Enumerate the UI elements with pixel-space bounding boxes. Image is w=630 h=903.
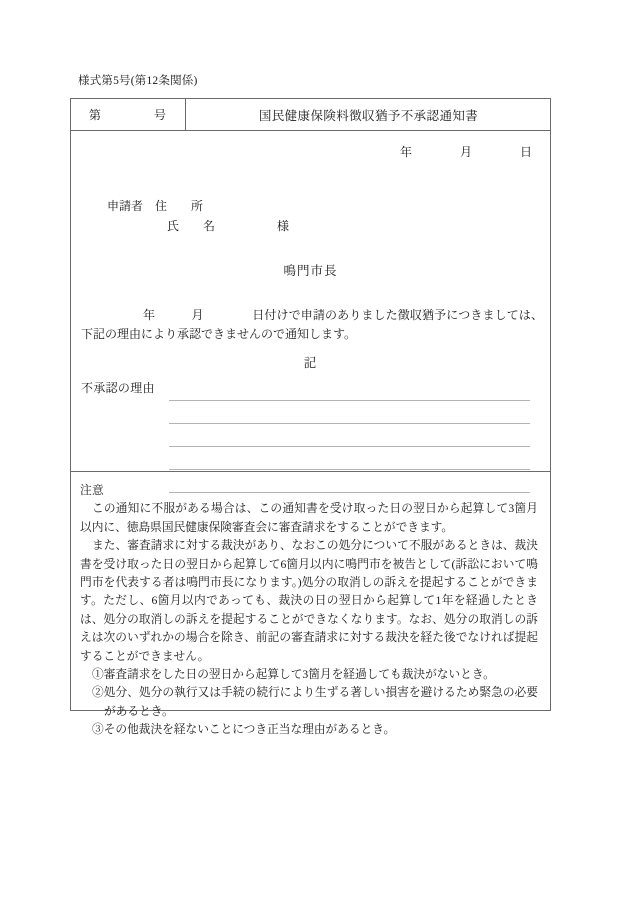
notice-form-frame xyxy=(70,98,551,737)
reason-rule-line[interactable] xyxy=(169,401,530,424)
reason-rule-line[interactable] xyxy=(169,424,530,447)
applicant-block xyxy=(107,196,289,236)
kiji-label: 記 xyxy=(303,356,318,370)
form-body xyxy=(71,131,550,472)
reason-rule-line[interactable] xyxy=(169,378,530,401)
notice-paragraph: また、審査請求に対する裁決があり、なおこの処分について不服があるときは、裁決書を受け取った日の翌日から起算して6箇月以内に鳴門市を被告として(訴訟において鳴門市を代表する者は鳴門市長になります。)処分の取消しの訴えを提起することができます。ただし、6箇月以内であっても、裁決の日の翌日から起算して1年を経過したときは、処分の取消しの訴えを提起することができなくなります。なお、処分の取消しの訴えは次のいずれかの場合を除き、前記の審査請求に対する裁決を経た後でなければ提起することができません。 xyxy=(80,539,538,663)
form-header-row xyxy=(71,99,550,131)
list-item: ①審査請求をした日の翌日から起算して3箇月を経過しても裁決がないとき。 xyxy=(92,668,495,682)
applicant-address-label: 住 所 xyxy=(155,199,204,213)
document-title: 国民健康保険料徴収猶予不承認通知書 xyxy=(258,108,479,123)
issuer-name: 鳴門市長 xyxy=(283,264,338,278)
notice-paragraph: この通知に不服がある場合は、この通知書を受け取った日の翌日から起算して3箇月以内に、徳島県国民健康保険審査会に審査請求をすることができます。 xyxy=(80,502,538,534)
issue-date-field[interactable]: 年 月 日 xyxy=(399,145,532,159)
list-item: ③その他裁決を経ないことにつき正当な理由があるとき。 xyxy=(92,723,396,737)
statement-paragraph: 年 月 日付けで申請のありました徴収猶予につきましては、下記の理由により承認できませんので通知します。 xyxy=(81,308,543,341)
reason-label: 不承認の理由 xyxy=(81,381,155,395)
document-number-cell[interactable] xyxy=(71,99,186,130)
notice-section xyxy=(71,472,550,740)
applicant-role-label: 申請者 xyxy=(107,199,144,213)
notice-heading: 注意 xyxy=(80,484,104,497)
document-number-label: 第 号 xyxy=(88,108,167,122)
list-item: ②処分、処分の執行又は手続の続行により生ずる著しい損害を避けるため緊急の必要があるとき。 xyxy=(92,686,538,718)
applicant-name-label: 氏 名 xyxy=(167,219,216,233)
reason-rule-line[interactable] xyxy=(169,447,530,470)
notice-exception-list xyxy=(80,666,538,740)
form-code-label: 様式第5号(第12条関係) xyxy=(78,75,198,87)
applicant-honorific: 様 xyxy=(277,219,290,233)
